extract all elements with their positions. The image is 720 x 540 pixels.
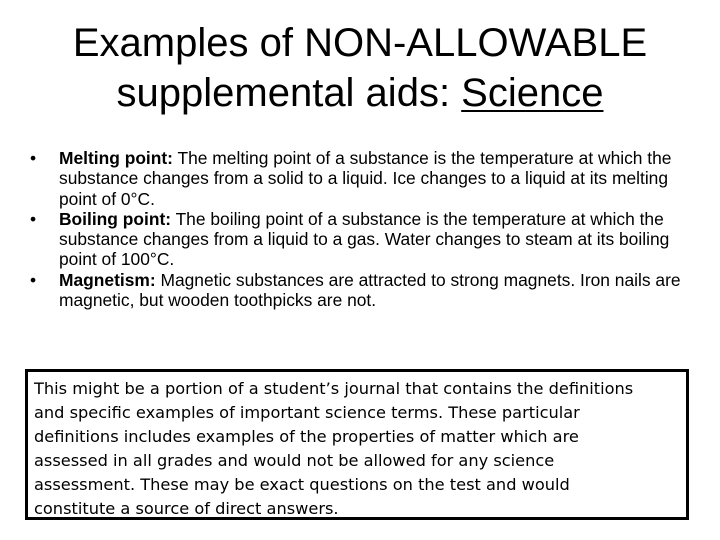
bullet-text: The melting point of a substance is the temperature at which the substance changes from a solid to a liquid. Ice changes to a liquid at its melting point of 0°C. [59, 148, 672, 209]
title-prefix: supplemental aids: [116, 71, 462, 115]
bullet-magnetism [30, 270, 710, 311]
bullet-melting-point [30, 148, 710, 209]
bullet-boiling-point [30, 209, 710, 270]
explanation-note-box [25, 369, 689, 520]
note-line: This might be a portion of a student’s journal that contains the definitions [34, 379, 634, 398]
bullet-term: Melting point: [59, 148, 173, 168]
bullet-text: The boiling point of a substance is the temperature at which the substance changes from a liquid to a gas. Water changes to steam at its boiling point of 100°C. [59, 208, 670, 270]
title-subject: Science [461, 71, 604, 115]
note-line: assessed in all grades and would not be allowed for any science [34, 451, 555, 470]
bullet-list [30, 148, 710, 310]
bullet-dot-icon: • [30, 148, 37, 168]
bullet-text: Magnetic substances are attracted to strong magnets. Iron nails are magnetic, but wooden toothpicks are not. [59, 269, 681, 311]
slide-title [0, 18, 720, 118]
title-line-1: Examples of NON-ALLOWABLE [72, 21, 648, 65]
title-line-2 [0, 68, 720, 118]
bullet-term: Boiling point: [59, 208, 172, 229]
bullet-term: Magnetism: [59, 269, 156, 290]
note-line: definitions includes examples of the properties of matter which are [34, 427, 579, 446]
note-line: assessment. These may be exact questions on the test and would [34, 475, 570, 494]
note-line: and specific examples of important science terms. These particular [34, 403, 580, 422]
bullet-dot-icon: • [30, 208, 37, 229]
note-line: constitute a source of direct answers. [34, 499, 339, 518]
bullet-dot-icon: • [30, 269, 37, 290]
